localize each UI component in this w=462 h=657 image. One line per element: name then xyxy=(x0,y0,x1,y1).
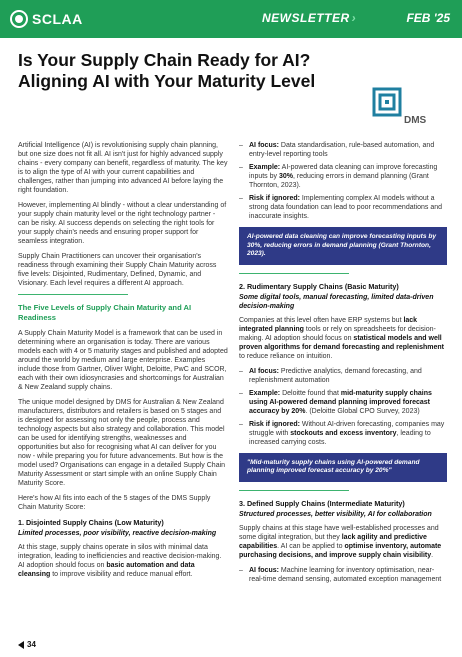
level-3-bullets xyxy=(239,566,447,584)
right-column xyxy=(239,141,447,590)
level-3-body xyxy=(239,524,447,560)
body-text: . xyxy=(431,551,434,559)
bullet-text: Predictive analytics, demand forecasting, and replenishment automation xyxy=(249,367,422,384)
level-1-bullets xyxy=(239,141,447,221)
level-1-heading: 1. Disjointed Supply Chains (Low Maturity) xyxy=(18,518,164,527)
bullet-label: Risk if ignored: xyxy=(249,420,300,428)
bullet-text: Deloitte found that xyxy=(280,389,341,397)
bullet-item xyxy=(239,194,447,221)
intro-paragraph: However, implementing AI blindly - without a clear understanding of your supply chain maturity level or the right technology partner - can be risky. AI success depends on selecting the right tools for your supply chain's needs and ensuring proper support for seamless integration. xyxy=(18,202,227,245)
level-3-heading: 3. Defined Supply Chains (Intermediate Maturity) xyxy=(239,498,405,508)
section-divider xyxy=(239,490,349,491)
section-divider xyxy=(18,294,128,295)
bullet-text: Implementing complex AI models without a strong data foundation can lead to poor recommendations and inaccurate insights. xyxy=(249,195,443,220)
left-column xyxy=(18,141,228,585)
body-text: tools or rely on spreadsheets for decision-making. AI adoption should focus on xyxy=(239,325,436,342)
bullet-label: Example: xyxy=(249,164,281,171)
bullet-item xyxy=(239,566,447,584)
sclaa-logo[interactable] xyxy=(10,9,83,29)
level-2-body xyxy=(239,316,447,361)
chevron-right-icon: › xyxy=(351,11,357,25)
bullet-text: . (Deloitte Global CPO Survey, 2023) xyxy=(305,407,420,415)
body-emphasis: statistical models and well proven algorithms for demand forecasting and replenishment xyxy=(239,334,444,351)
bullet-emphasis: stockouts and excess inventory xyxy=(290,429,397,437)
intro-paragraph: Artificial Intelligence (AI) is revolutionising supply chain planning, but one size does not fit all. AI isn't just for highly advanced supply chains - every company can benefit, regardless of maturity. The key is to align the type of AI with your current capabilities and challenges, rather than jumping into advanced AI before laying the right foundation. xyxy=(18,142,228,194)
level-1-subheading: Limited processes, poor visibility, reactive decision-making xyxy=(18,530,217,537)
bullet-label: Example: xyxy=(249,389,281,397)
body-emphasis: basic automation and data cleansing xyxy=(18,562,195,578)
bullet-emphasis: 30% xyxy=(278,173,293,180)
section-divider xyxy=(239,273,349,274)
header-bar xyxy=(0,0,462,38)
bullet-text: , reducing errors in demand planning (Grant Thornton, 2023). xyxy=(249,173,429,189)
bullet-item xyxy=(239,141,447,159)
section-heading: The Five Levels of Supply Chain Maturity and AI Readiness xyxy=(18,303,192,322)
bullet-label: AI focus: xyxy=(249,142,279,149)
bullet-text: Machine learning for inventory optimisation, near-real-time demand sensing, automated exception management xyxy=(249,566,442,583)
level-1-body xyxy=(18,543,228,579)
bullet-item xyxy=(239,420,447,447)
page-number-text: 34 xyxy=(27,640,36,649)
level-2-heading: 2. Rudimentary Supply Chains (Basic Maturity) xyxy=(239,281,399,291)
body-text: Companies at this level often have ERP systems but xyxy=(239,316,404,324)
body-paragraph: A Supply Chain Maturity Model is a framework that can be used in determining where an organisation is today. There are various models each with 4 or 5 maturity stages and published and adopted around the world by medium and large enterprise. Examples include those from Gartner, Oliver Wight, Deloitte, PwC and SCOR, each with their own idiosyncrasies and shortcomings for Australian & New Zealand supply chains. xyxy=(18,330,228,391)
bullet-label: Risk if ignored: xyxy=(249,195,300,202)
sclaa-logo-icon xyxy=(10,10,28,28)
bullet-item xyxy=(239,163,447,190)
body-emphasis: lack agility and predictive capabilities xyxy=(239,533,427,550)
dms-logo-text: DMS xyxy=(404,115,427,126)
article-title: Is Your Supply Chain Ready for AI? Aligning AI with Your Maturity Level xyxy=(18,50,316,91)
level-2-subheading: Some digital tools, manual forecasting, limited data-driven decision-making xyxy=(239,293,434,310)
level-2-bullets xyxy=(239,367,447,447)
body-text: . AI can be applied to xyxy=(277,542,345,550)
level-3-subheading: Structured processes, better visibility, AI for collaboration xyxy=(239,510,432,518)
pull-quote-callout: "Mid-maturity supply chains using AI-powered demand planning improved forecast accuracy by 20%" xyxy=(239,453,447,482)
body-paragraph: Here's how AI fits into each of the 5 stages of the DMS Supply Chain Maturity Score: xyxy=(18,495,211,511)
bullet-text: Without AI-driven forecasting, companies may struggle with xyxy=(249,420,445,437)
issue-date: FEB '25 xyxy=(406,11,450,25)
intro-paragraph: Supply Chain Practitioners can uncover their organisation's readiness through examining their Supply Chain Maturity across five levels: Disjointed, Rudimentary, Defined, Dynamic, and Visionary. Each level requires a different AI approach. xyxy=(18,253,217,287)
bullet-item xyxy=(239,389,447,416)
body-text: to reduce reliance on intuition. xyxy=(239,352,333,360)
pull-quote-callout: AI-powered data cleaning can improve forecasting inputs by 30%, reducing errors in demand planning (Grant Thornton, 2023). xyxy=(239,227,447,265)
body-emphasis: lack integrated planning xyxy=(239,316,418,333)
body-emphasis: optimise inventory, automate purchasing decisions, and improve supply chain visibility xyxy=(239,542,442,559)
bullet-label: AI focus: xyxy=(249,367,279,375)
body-text: Supply chains at this stage have well-established processes and some digital integration, but they xyxy=(239,524,439,541)
bullet-text: , leading to increased carrying costs. xyxy=(249,429,431,446)
brand-name: SCLAA xyxy=(32,11,83,27)
body-paragraph: The unique model designed by DMS for Australian & New Zealand manufacturers, distributors and retailers is based on 5 stages and is designed for assessing not only the people, process and technology aspects but also strategy and collaboration. This model can be used for identifying strengths, weaknesses and opportunities but also for recognising what AI can deliver for you now - while preparing you for future advancements. But how is the model used? Organisations can engage in a detailed Supply Chain Maturity Assessment or start simple with an online Supply Chain Maturity Score. xyxy=(18,399,226,487)
bullet-emphasis: mid-maturity supply chains using AI-powered demand planning improved forecast accuracy by 20% xyxy=(249,389,432,415)
bullet-text: AI-powered data cleaning can improve forecasting inputs by xyxy=(249,164,438,180)
body-text: to improve visibility and reduce manual effort. xyxy=(50,571,193,578)
page-arrow-icon xyxy=(18,641,24,649)
newsletter-link[interactable] xyxy=(262,11,356,25)
bullet-label: AI focus: xyxy=(249,566,279,574)
bullet-text: Data standardisation, rule-based automation, and entry-level reporting tools xyxy=(249,142,435,158)
body-text: At this stage, supply chains operate in silos with minimal data integration, leading to inefficiencies and reactive decision-making. AI adoption should focus on xyxy=(18,544,222,569)
bullet-item xyxy=(239,367,447,385)
page-number xyxy=(18,640,36,649)
newsletter-label: NEWSLETTER xyxy=(262,11,350,25)
